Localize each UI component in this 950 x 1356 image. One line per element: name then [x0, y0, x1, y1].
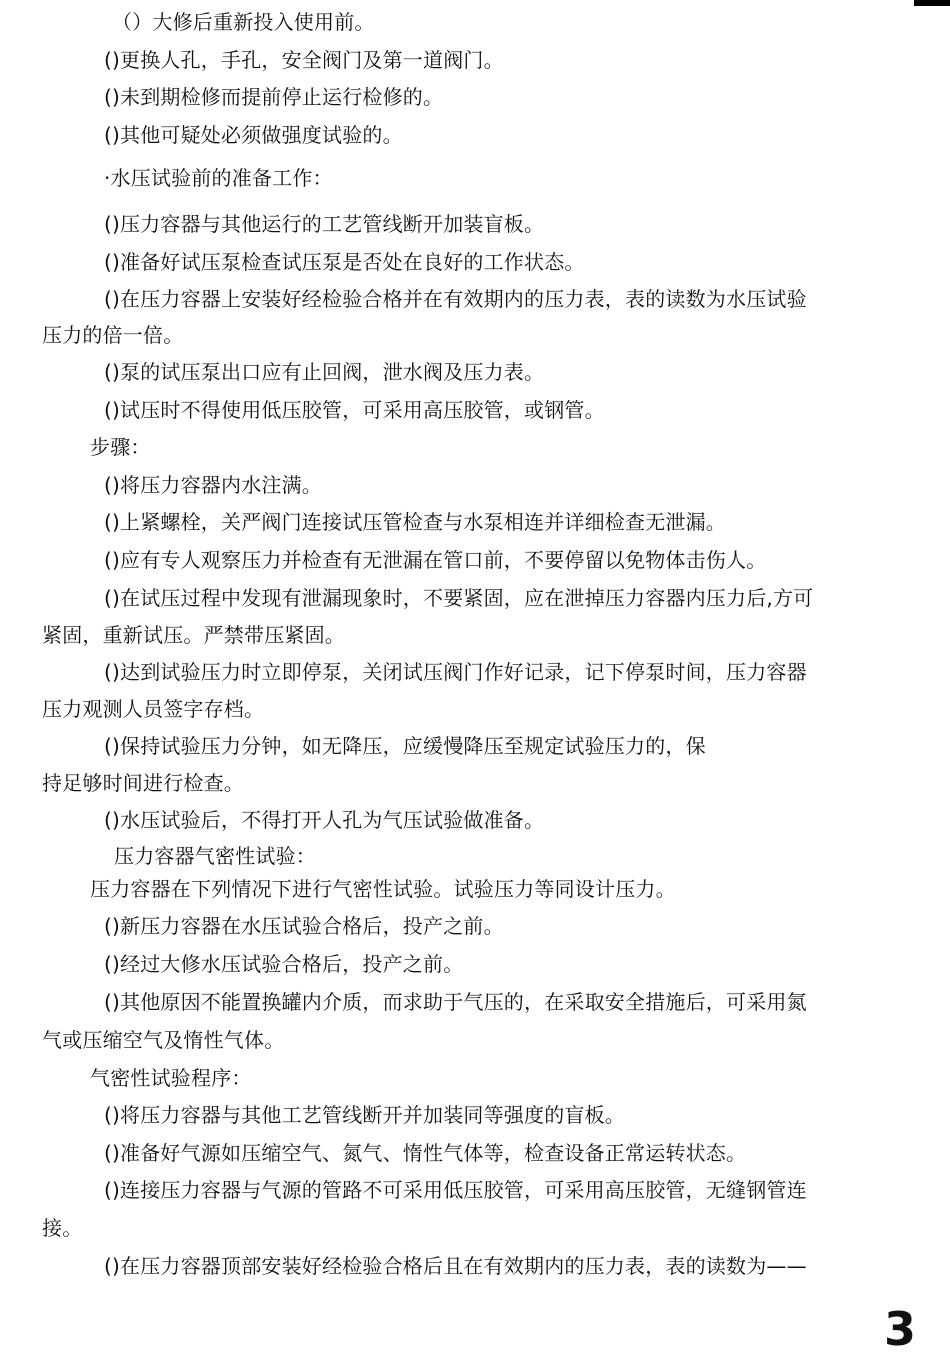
text-line: 接。: [42, 1216, 83, 1240]
text-line: 压力的倍一倍。: [42, 323, 184, 347]
text-line: ()泵的试压泵出口应有止回阀，泄水阀及压力表。: [104, 360, 545, 384]
text-line: ()保持试验压力分钟，如无降压，应缓慢降压至规定试验压力的，保: [104, 734, 706, 758]
text-line: ()准备好气源如压缩空气、氮气、惰性气体等，检查设备正常运转状态。: [104, 1141, 747, 1165]
text-line: ()达到试验压力时立即停泵，关闭试压阀门作好记录，记下停泵时间，压力容器: [104, 660, 807, 684]
text-line: （）大修后重新投入使用前。: [112, 10, 375, 34]
section-heading: 气密性试验程序：: [90, 1066, 252, 1090]
text-line: ()将压力容器与其他工艺管线断开并加装同等强度的盲板。: [104, 1103, 626, 1127]
text-line: ()试压时不得使用低压胶管，可采用高压胶管，或钢管。: [104, 398, 605, 422]
text-line: ()新压力容器在水压试验合格后，投产之前。: [104, 914, 504, 938]
text-line: ()更换人孔，手孔，安全阀门及第一道阀门。: [104, 48, 504, 72]
corner-mark: [914, 0, 950, 6]
section-heading: 步骤：: [90, 435, 151, 459]
text-line: ()在试压过程中发现有泄漏现象时，不要紧固，应在泄掉压力容器内压力后,方可: [104, 586, 814, 610]
text-line: ()连接压力容器与气源的管路不可采用低压胶管，可采用高压胶管，无缝钢管连: [104, 1178, 807, 1202]
text-line: 紧固，重新试压。严禁带压紧固。: [42, 623, 345, 647]
text-line: ()经过大修水压试验合格后，投产之前。: [104, 952, 464, 976]
page-number: 3: [883, 1302, 916, 1356]
text-line: ()其他原因不能置换罐内介质，而求助于气压的，在采取安全措施后，可采用氮: [104, 990, 807, 1014]
text-line: 压力观测人员签字存档。: [42, 697, 265, 721]
text-line: ()将压力容器内水注满。: [104, 473, 323, 497]
text-line: ()其他可疑处必须做强度试验的。: [104, 123, 403, 147]
section-heading: ·水压试验前的准备工作：: [104, 166, 333, 190]
text-line: ()水压试验后，不得打开人孔为气压试验做准备。: [104, 808, 545, 832]
section-heading: 压力容器气密性试验：: [114, 844, 316, 868]
text-line: 持足够时间进行检查。: [42, 771, 244, 795]
text-line: ()在压力容器上安装好经检验合格并在有效期内的压力表，表的读数为水压试验: [104, 287, 807, 311]
text-line: ()准备好试压泵检查试压泵是否处在良好的工作状态。: [104, 250, 585, 274]
text-line: ()应有专人观察压力并检查有无泄漏在管口前，不要停留以免物体击伤人。: [104, 548, 767, 572]
text-line: ()压力容器与其他运行的工艺管线断开加装盲板。: [104, 212, 545, 236]
text-line: ()在压力容器顶部安装好经检验合格后且在有效期内的压力表，表的读数为——: [104, 1254, 807, 1278]
text-line: 气或压缩空气及惰性气体。: [42, 1028, 285, 1052]
text-line: 压力容器在下列情况下进行气密性试验。试验压力等同设计压力。: [90, 877, 676, 901]
text-line: ()上紧螺栓，关严阀门连接试压管检查与水泵相连并详细检查无泄漏。: [104, 510, 727, 534]
text-line: ()未到期检修而提前停止运行检修的。: [104, 85, 444, 109]
